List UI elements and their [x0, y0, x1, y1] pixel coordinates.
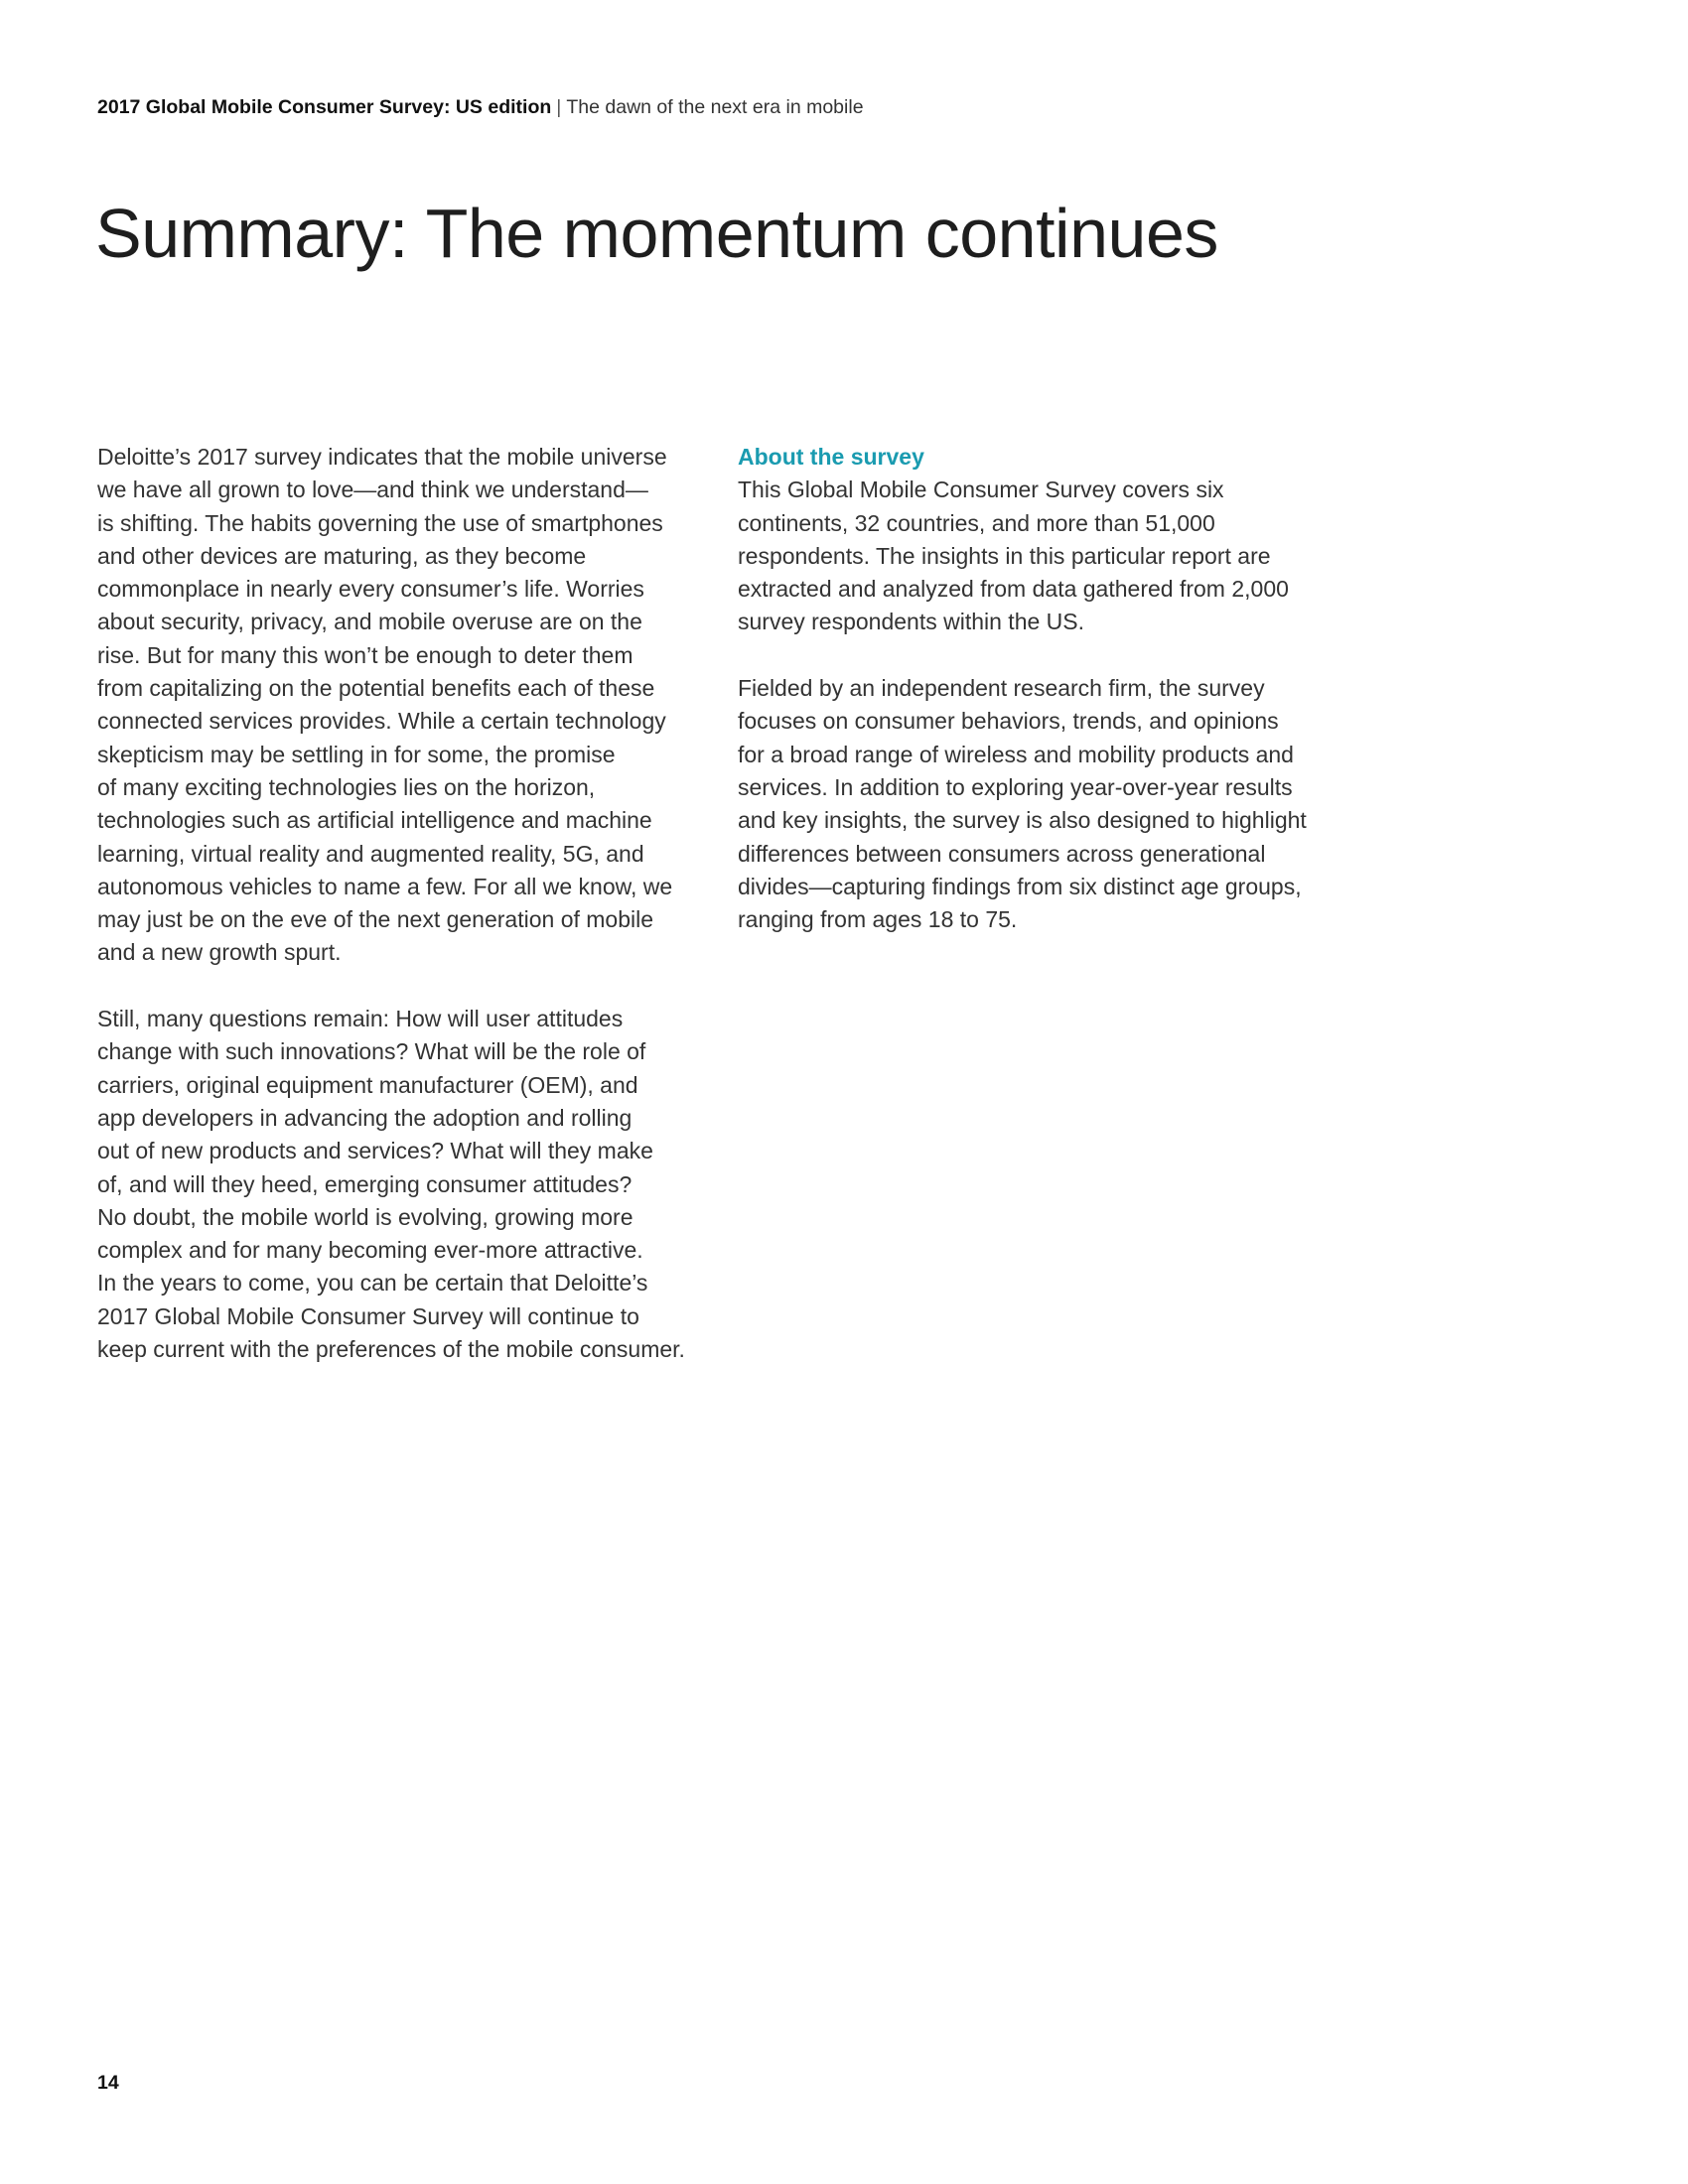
text-line: complex and for many becoming ever-more attractive.: [97, 1237, 643, 1264]
publication-title: 2017 Global Mobile Consumer Survey: US edition: [97, 96, 552, 118]
page-title: Summary: The momentum continues: [95, 195, 1218, 272]
text-line: is shifting. The habits governing the use of smartphones: [97, 509, 663, 536]
text-line: of many exciting technologies lies on the horizon,: [97, 773, 596, 800]
text-line: and other devices are maturing, as they become: [97, 542, 587, 569]
text-line: change with such innovations? What will be the role of: [97, 1038, 646, 1065]
text-line: autonomous vehicles to name a few. For all we know, we: [97, 873, 673, 899]
text-line: app developers in advancing the adoption and rolling: [97, 1104, 633, 1131]
text-line: No doubt, the mobile world is evolving, growing more: [97, 1203, 633, 1230]
text-line: carriers, original equipment manufacturer (OEM), and: [97, 1071, 638, 1098]
text-line: In the years to come, you can be certain that Deloitte’s: [97, 1270, 648, 1297]
text-line: learning, virtual reality and augmented reality, 5G, and: [97, 840, 644, 867]
text-line: keep current with the preferences of the mobile consumer.: [97, 1336, 685, 1363]
header-separator: |: [556, 96, 562, 118]
text-line: This Global Mobile Consumer Survey covers six: [738, 477, 1224, 503]
text-line: respondents. The insights in this particular report are: [738, 542, 1271, 569]
text-line: and a new growth spurt.: [97, 939, 342, 966]
text-line: commonplace in nearly every consumer’s life. Worries: [97, 576, 644, 603]
text-line: extracted and analyzed from data gathered from 2,000: [738, 576, 1289, 603]
text-line: may just be on the eve of the next generation of mobile: [97, 906, 654, 933]
text-line: differences between consumers across generational: [738, 840, 1266, 867]
about-survey-heading: About the survey: [738, 444, 924, 470]
text-line: services. In addition to exploring year-over-year results: [738, 773, 1293, 800]
survey-method-paragraph: [738, 672, 1353, 936]
survey-coverage-paragraph: [738, 474, 1353, 638]
text-line: skepticism may be settling in for some, the promise: [97, 741, 616, 767]
intro-paragraph: [97, 441, 705, 970]
text-line: Fielded by an independent research firm, the survey: [738, 675, 1265, 702]
right-column: [738, 441, 1353, 970]
text-line: 2017 Global Mobile Consumer Survey will continue to: [97, 1302, 639, 1329]
text-line: and key insights, the survey is also designed to highlight: [738, 807, 1307, 834]
text-line: we have all grown to love—and think we understand—: [97, 477, 648, 503]
text-line: continents, 32 countries, and more than 51,000: [738, 509, 1215, 536]
text-line: Still, many questions remain: How will user attitudes: [97, 1006, 624, 1032]
text-line: Deloitte’s 2017 survey indicates that the mobile universe: [97, 444, 667, 470]
header-subtitle: The dawn of the next era in mobile: [566, 96, 864, 118]
text-line: ranging from ages 18 to 75.: [738, 906, 1018, 933]
left-column: [97, 441, 705, 1400]
text-line: survey respondents within the US.: [738, 609, 1085, 635]
page-number: 14: [97, 2072, 119, 2094]
running-header: [97, 94, 864, 120]
text-line: out of new products and services? What will they make: [97, 1138, 653, 1164]
text-line: of, and will they heed, emerging consumer attitudes?: [97, 1170, 633, 1197]
text-line: rise. But for many this won’t be enough to deter them: [97, 641, 633, 668]
text-line: divides—capturing findings from six distinct age groups,: [738, 873, 1302, 899]
text-line: connected services provides. While a certain technology: [97, 708, 666, 735]
text-line: from capitalizing on the potential benefits each of these: [97, 675, 655, 702]
text-line: technologies such as artificial intelligence and machine: [97, 807, 652, 834]
text-line: focuses on consumer behaviors, trends, and opinions: [738, 708, 1279, 735]
text-line: for a broad range of wireless and mobility products and: [738, 741, 1294, 767]
questions-paragraph: [97, 1003, 705, 1366]
text-line: about security, privacy, and mobile overuse are on the: [97, 609, 642, 635]
